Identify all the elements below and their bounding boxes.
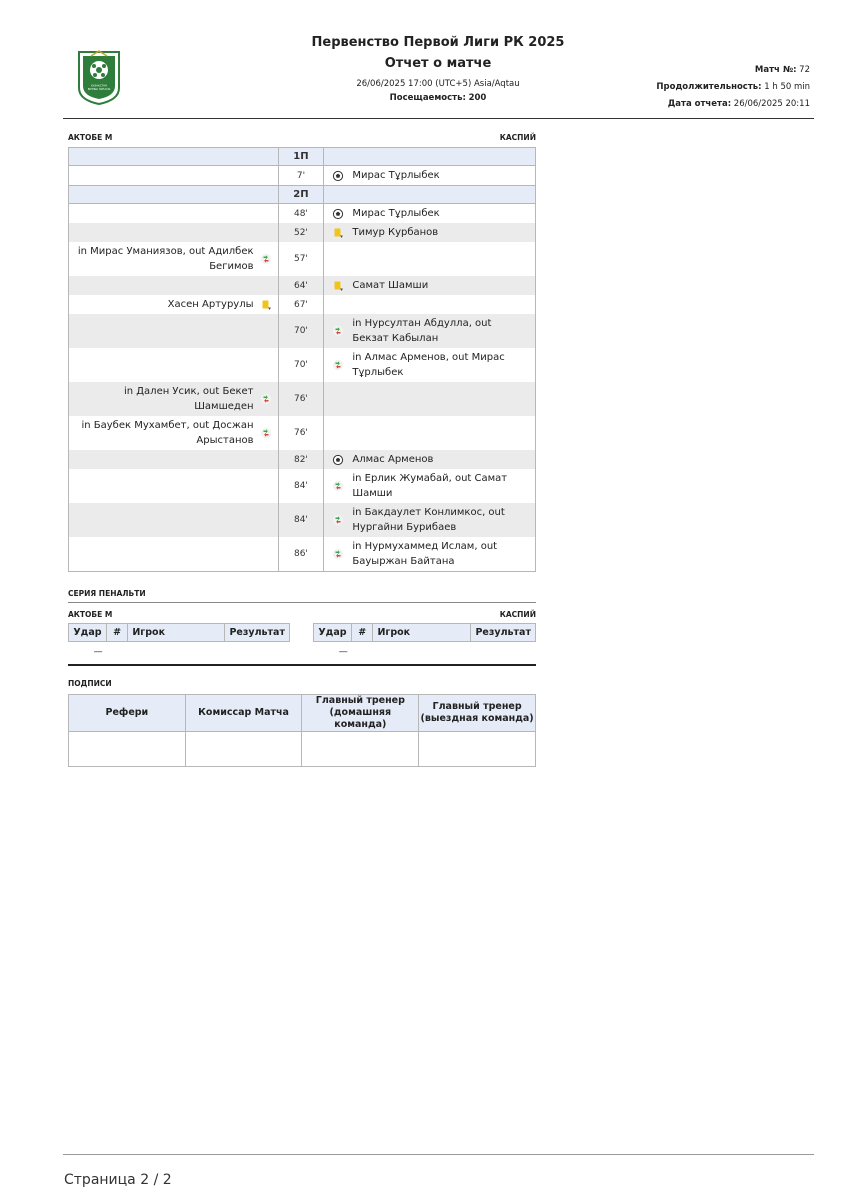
header-divider: [63, 118, 814, 119]
goal-icon: [332, 208, 344, 220]
event-text: in Дален Усик, out Бекет Шамшеден: [123, 386, 254, 412]
event-minute: 70': [278, 348, 324, 382]
yellow-card-icon: [332, 227, 344, 239]
penalty-table-home: [68, 623, 290, 662]
period-label: 2П: [278, 186, 324, 204]
match-number: [656, 62, 810, 79]
goal-icon: [332, 454, 344, 466]
substitution-icon: [332, 325, 344, 337]
event-home-cell: [69, 204, 279, 224]
event-minute: 82': [278, 450, 324, 469]
penalty-away-header-row: [314, 624, 536, 642]
penalty-col-result: Результат: [471, 624, 536, 642]
report-date-label: Дата отчета:: [667, 99, 732, 109]
event-row: [69, 382, 536, 416]
penalty-col-player: Игрок: [128, 624, 225, 642]
event-away-cell: [324, 314, 536, 348]
penalty-section-label: СЕРИЯ ПЕНАЛЬТИ: [68, 589, 146, 598]
penalty-col-player: Игрок: [373, 624, 471, 642]
substitution-icon: [260, 253, 272, 265]
event-home-cell: [69, 295, 279, 314]
svg-text:БІРІНШІ ЛИГАСЫ: БІРІНШІ ЛИГАСЫ: [87, 88, 111, 91]
signature-home-coach-box[interactable]: [302, 732, 419, 767]
event-home-cell: [69, 166, 279, 186]
event-text: Мирас Тұрлыбек: [352, 208, 440, 219]
match-duration: [656, 79, 810, 96]
event-home-cell: [69, 537, 279, 572]
match-datetime: 26/06/2025 17:00 (UTC+5) Asia/Aqtau: [356, 79, 520, 89]
signatures-section-label: ПОДПИСИ: [68, 679, 112, 688]
event-away-cell: [324, 382, 536, 416]
event-away-cell: [324, 503, 536, 537]
attendance-value: 200: [468, 93, 487, 103]
penalty-col-number: #: [351, 624, 373, 642]
penalty-away-team: КАСПИЙ: [499, 610, 536, 619]
event-minute: 86': [278, 537, 324, 572]
period-home-cell: [69, 148, 279, 166]
event-home-cell: [69, 276, 279, 295]
signature-commissioner-box[interactable]: [185, 732, 302, 767]
substitution-icon: [332, 548, 344, 560]
signature-away-coach-box[interactable]: [419, 732, 536, 767]
event-row: [69, 223, 536, 242]
penalty-col-result: Результат: [225, 624, 290, 642]
period-away-cell: [324, 186, 536, 204]
home-team-name: АКТОБЕ М: [68, 133, 113, 142]
event-minute: 84': [278, 469, 324, 503]
attendance: [290, 92, 586, 104]
event-home-cell: [69, 314, 279, 348]
period-away-cell: [324, 148, 536, 166]
event-text: Алмас Арменов: [352, 454, 434, 465]
event-away-cell: [324, 166, 536, 186]
event-minute: 64': [278, 276, 324, 295]
report-date: [656, 96, 810, 113]
penalty-col-kick: Удар: [314, 624, 352, 642]
penalty-away-empty-row: [314, 642, 536, 662]
away-team-name: КАСПИЙ: [499, 133, 536, 142]
event-row: [69, 295, 536, 314]
event-row: [69, 204, 536, 224]
report-date-value: 26/06/2025 20:11: [733, 99, 810, 109]
penalty-col-number: #: [106, 624, 127, 642]
signature-referee-box[interactable]: [69, 732, 186, 767]
substitution-icon: [260, 427, 272, 439]
event-row: [69, 450, 536, 469]
attendance-label: Посещаемость:: [389, 93, 466, 103]
signatures-header-row: [69, 695, 536, 732]
penalty-bottom-divider: [68, 664, 536, 666]
yellow-card-icon: [332, 280, 344, 292]
event-minute: 76': [278, 416, 324, 450]
event-away-cell: [324, 416, 536, 450]
svg-text:ҚАЗАҚСТАН: ҚАЗАҚСТАН: [90, 84, 108, 88]
signature-col-home-coach: Главный тренер (домашняя команда): [302, 695, 419, 732]
teams-row: [68, 133, 536, 142]
match-meta: [656, 62, 810, 113]
event-minute: 76': [278, 382, 324, 416]
event-minute: 57': [278, 242, 324, 276]
event-home-cell: [69, 242, 279, 276]
match-events-body: [69, 148, 536, 572]
signature-col-away-coach: Главный тренер (выездная команда): [419, 695, 536, 732]
period-home-cell: [69, 186, 279, 204]
event-text: in Мирас Уманиязов, out Адилбек Бегимов: [77, 246, 254, 272]
event-text: in Алмас Арменов, out Мирас Тұрлыбек: [352, 352, 505, 378]
match-number-label: Матч №:: [754, 65, 797, 75]
event-away-cell: [324, 242, 536, 276]
event-away-cell: [324, 223, 536, 242]
event-home-cell: [69, 503, 279, 537]
event-away-cell: [324, 469, 536, 503]
report-subtitle: Отчет о матче: [384, 56, 492, 71]
penalty-home-empty: —: [93, 646, 103, 657]
event-home-cell: [69, 348, 279, 382]
signature-col-referee: Рефери: [69, 695, 186, 732]
event-text: Мирас Тұрлыбек: [352, 170, 440, 181]
event-row: [69, 276, 536, 295]
league-logo: [75, 48, 123, 106]
period-header-row: [69, 148, 536, 166]
event-away-cell: [324, 295, 536, 314]
event-row: [69, 469, 536, 503]
penalty-section-divider: [68, 602, 536, 603]
event-row: [69, 537, 536, 572]
goal-icon: [332, 170, 344, 182]
event-home-cell: [69, 469, 279, 503]
event-text: Хасен Артурулы: [167, 299, 254, 310]
event-row: [69, 503, 536, 537]
period-label: 1П: [278, 148, 324, 166]
duration-label: Продолжительность:: [656, 82, 762, 92]
event-away-cell: [324, 204, 536, 224]
match-events-table: [68, 147, 536, 572]
penalty-home-team: АКТОБЕ М: [68, 610, 113, 619]
event-away-cell: [324, 348, 536, 382]
event-minute: 70': [278, 314, 324, 348]
event-text: Тимур Курбанов: [352, 227, 439, 238]
event-minute: 84': [278, 503, 324, 537]
event-text: in Бакдаулет Конлимкос, out Нургайни Бурибаев: [352, 507, 505, 533]
league-logo-icon: [75, 48, 123, 106]
penalty-teams-row: [68, 610, 536, 619]
event-away-cell: [324, 450, 536, 469]
event-row: [69, 242, 536, 276]
event-row: [69, 166, 536, 186]
substitution-icon: [332, 480, 344, 492]
signatures-table: [68, 694, 536, 767]
event-row: [69, 348, 536, 382]
event-text: in Баубек Мухамбет, out Досжан Арыстанов: [81, 420, 254, 446]
competition-title: Первенство Первой Лиги РК 2025: [311, 35, 565, 50]
event-minute: 67': [278, 295, 324, 314]
event-row: [69, 314, 536, 348]
event-home-cell: [69, 416, 279, 450]
match-number-value: 72: [799, 65, 810, 75]
penalty-home-header-row: [69, 624, 290, 642]
event-home-cell: [69, 223, 279, 242]
event-text: Самат Шамши: [352, 280, 429, 291]
event-minute: 52': [278, 223, 324, 242]
substitution-icon: [260, 393, 272, 405]
event-text: in Ерлик Жумабай, out Самат Шамши: [352, 473, 508, 499]
event-away-cell: [324, 537, 536, 572]
substitution-icon: [332, 359, 344, 371]
event-minute: 7': [278, 166, 324, 186]
event-home-cell: [69, 382, 279, 416]
substitution-icon: [332, 514, 344, 526]
penalty-away-empty: —: [338, 646, 348, 657]
event-row: [69, 416, 536, 450]
event-text: in Нурсултан Абдулла, out Бекзат Кабылан: [352, 318, 492, 344]
signatures-row: [69, 732, 536, 767]
penalty-table-away: [313, 623, 536, 662]
yellow-card-icon: [260, 299, 272, 311]
event-away-cell: [324, 276, 536, 295]
event-home-cell: [69, 450, 279, 469]
duration-value: 1 h 50 min: [764, 82, 810, 92]
footer-divider: [63, 1154, 814, 1155]
page-number: Страница 2 / 2: [64, 1172, 172, 1188]
event-text: in Нурмухаммед Ислам, out Бауыржан Байтана: [352, 541, 498, 567]
penalty-home-empty-row: [69, 642, 290, 662]
penalty-col-kick: Удар: [69, 624, 107, 642]
signature-col-commissioner: Комиссар Матча: [185, 695, 302, 732]
report-header: [290, 34, 586, 104]
period-header-row: [69, 186, 536, 204]
event-minute: 48': [278, 204, 324, 224]
